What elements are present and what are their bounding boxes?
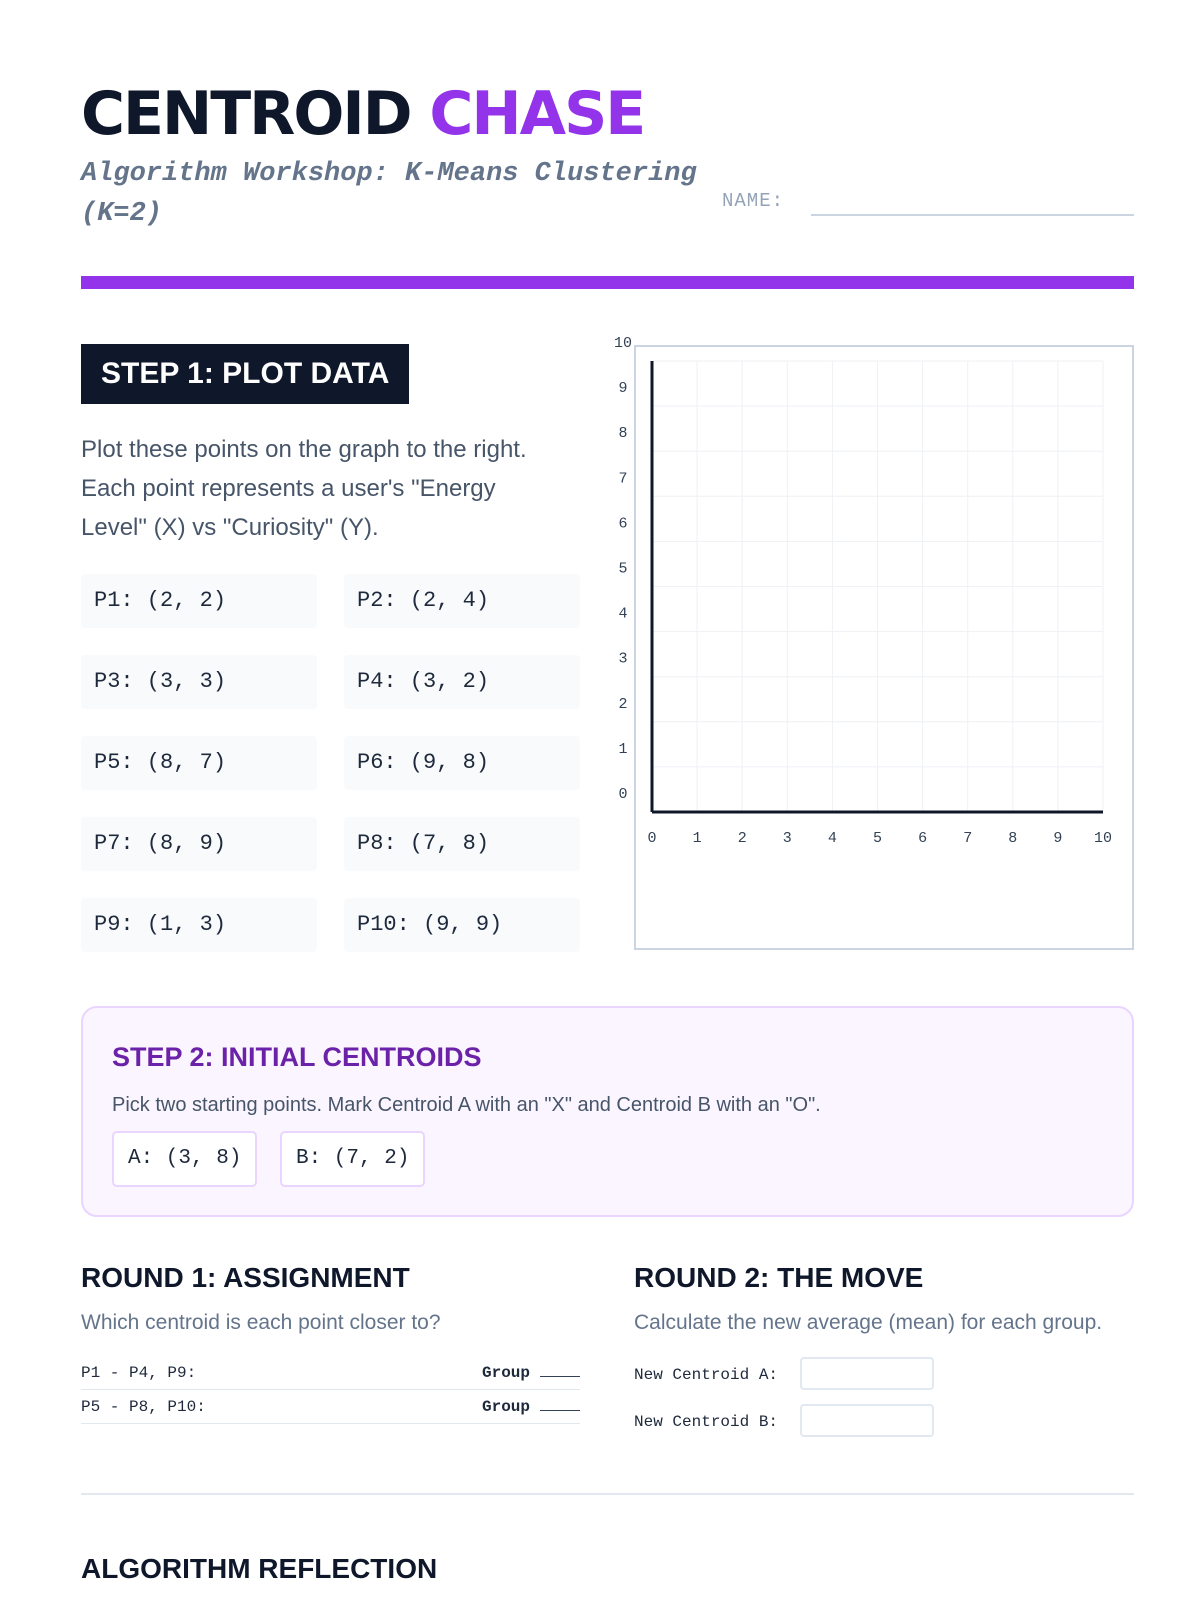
new-centroid-b-input[interactable] xyxy=(800,1404,934,1437)
point-p5: P5: (8, 7) xyxy=(81,736,317,790)
point-p10: P10: (9, 9) xyxy=(344,898,580,952)
step2-instructions: Pick two starting points. Mark Centroid A with an "X" and Centroid B with an "O". xyxy=(112,1094,821,1116)
assignment-row xyxy=(81,1390,580,1424)
name-label: NAME: xyxy=(722,190,785,212)
group-label: Group xyxy=(481,1398,530,1416)
assignment-row-label: P1 - P4, P9: xyxy=(81,1364,197,1382)
x-tick-label: 3 xyxy=(782,830,792,847)
x-tick-label: 8 xyxy=(1008,830,1018,847)
x-tick-label: 0 xyxy=(647,830,657,847)
worksheet-title xyxy=(81,79,645,149)
step1-badge: STEP 1: PLOT DATA xyxy=(81,344,409,404)
section-divider xyxy=(81,1493,1134,1495)
round2-instructions: Calculate the new average (mean) for each group. xyxy=(634,1311,1103,1334)
new-centroid-a-input[interactable] xyxy=(800,1357,934,1390)
point-p6: P6: (9, 8) xyxy=(344,736,580,790)
point-p8: P8: (7, 8) xyxy=(344,817,580,871)
step1-instructions: Plot these points on the graph to the right. Each point represents a user's "Energy Level" (X) vs "Curiosity" (Y). xyxy=(81,436,527,541)
x-tick-label: 6 xyxy=(918,830,928,847)
y-tick-label: 10 xyxy=(613,335,633,352)
x-tick-label: 1 xyxy=(692,830,702,847)
step2-title: STEP 2: INITIAL CENTROIDS xyxy=(112,1042,482,1072)
plot-graph xyxy=(613,335,1136,952)
title-part-chase: CHASE xyxy=(429,79,645,149)
y-tick-label: 2 xyxy=(618,695,628,713)
step2-panel xyxy=(81,1006,1134,1217)
name-field-line[interactable] xyxy=(811,214,1134,216)
reflection-title: ALGORITHM REFLECTION xyxy=(81,1553,438,1584)
x-tick-label: 4 xyxy=(827,830,837,847)
x-tick-label: 7 xyxy=(963,830,973,847)
y-tick-label: 4 xyxy=(618,605,628,623)
new-centroid-b-label: New Centroid B: xyxy=(634,1413,779,1431)
centroid-b-box: B: (7, 2) xyxy=(280,1131,425,1187)
header-accent-bar xyxy=(81,276,1134,289)
group-label: Group xyxy=(481,1364,530,1382)
point-p1: P1: (2, 2) xyxy=(81,574,317,628)
assignment-row xyxy=(81,1356,580,1390)
centroid-a-box: A: (3, 8) xyxy=(112,1131,257,1187)
point-p9: P9: (1, 3) xyxy=(81,898,317,952)
round1-title: ROUND 1: ASSIGNMENT xyxy=(81,1262,410,1293)
point-p3: P3: (3, 3) xyxy=(81,655,317,709)
y-tick-label: 1 xyxy=(618,740,628,758)
x-tick-label: 10 xyxy=(1093,830,1113,847)
title-part-centroid: CENTROID xyxy=(81,79,411,149)
group-answer-blank[interactable] xyxy=(540,1410,580,1411)
round1-instructions: Which centroid is each point closer to? xyxy=(81,1311,441,1334)
x-tick-label: 5 xyxy=(872,830,883,847)
y-tick-label: 5 xyxy=(618,560,628,578)
y-tick-label: 0 xyxy=(618,786,628,803)
y-tick-label: 9 xyxy=(618,380,628,398)
point-p2: P2: (2, 4) xyxy=(344,574,580,628)
group-answer-blank[interactable] xyxy=(540,1376,580,1377)
point-p7: P7: (8, 9) xyxy=(81,817,317,871)
point-p4: P4: (3, 2) xyxy=(344,655,580,709)
assignment-row-label: P5 - P8, P10: xyxy=(81,1398,206,1416)
plot-area[interactable] xyxy=(613,335,1134,950)
worksheet-subtitle: Algorithm Workshop: K-Means Clustering (K=2) xyxy=(81,159,697,229)
worksheet-page xyxy=(81,0,1134,1600)
y-tick-label: 3 xyxy=(618,650,628,668)
x-tick-label: 9 xyxy=(1053,830,1063,847)
new-centroid-a-label: New Centroid A: xyxy=(634,1366,779,1384)
y-tick-label: 7 xyxy=(618,470,628,488)
y-tick-label: 8 xyxy=(618,425,628,443)
round2-title: ROUND 2: THE MOVE xyxy=(634,1262,924,1293)
y-tick-label: 6 xyxy=(618,515,628,533)
x-tick-label: 2 xyxy=(737,830,747,847)
